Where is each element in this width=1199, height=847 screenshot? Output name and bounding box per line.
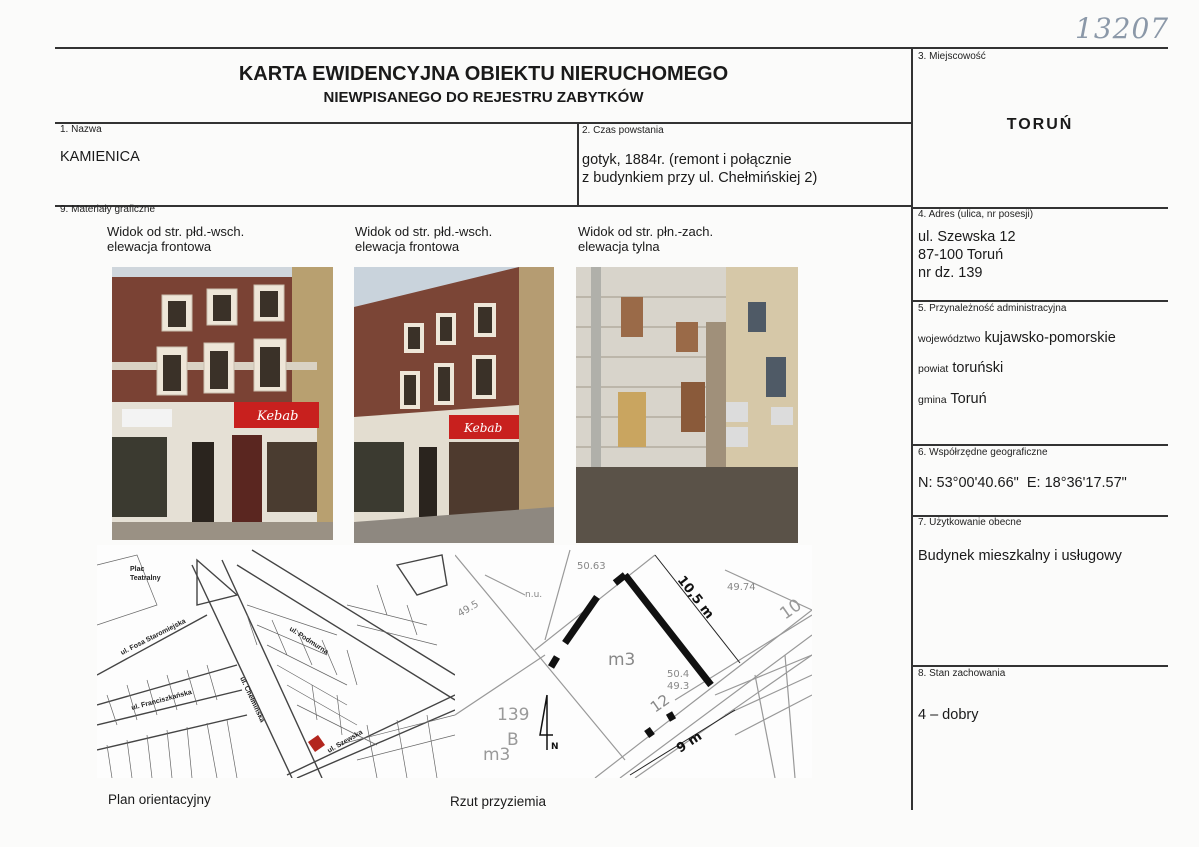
field-label-miejscowosc: 3. Miejscowość: [918, 51, 986, 62]
caption-line: Widok od str. płd.-wsch.: [107, 224, 245, 239]
caption-line: Widok od str. płn.-zach.: [578, 224, 714, 239]
cadastral-map-drawing: [97, 545, 455, 778]
facade-drawing: [354, 267, 554, 543]
field-label-uzytkowanie: 7. Użytkowanie obecne: [918, 517, 1022, 528]
field-value-czas-line1: gotyk, 1884r. (remont i połącznie: [582, 152, 792, 168]
caption-line: elewacja tylna: [578, 239, 660, 254]
field-value-stan: 4 – dobry: [918, 707, 979, 723]
photo-caption-3: [578, 224, 713, 254]
facade-drawing: [112, 267, 333, 540]
field-label-wspolrzedne: 6. Współrzędne geograficzne: [918, 447, 1048, 458]
caption-line: elewacja frontowa: [355, 239, 460, 254]
wojewodztwo-prefix: województwo: [918, 333, 981, 345]
elevation-label: 49.74: [727, 582, 756, 593]
field-label-materialy: 9. Materiały graficzne: [60, 204, 156, 215]
page-title: KARTA EWIDENCYJNA OBIEKTU NIERUCHOMEGO: [238, 63, 729, 85]
divider: [911, 47, 913, 810]
parcel-suffix: B: [507, 730, 519, 750]
field-label-nazwa: 1. Nazwa: [60, 124, 102, 135]
dimension-label: 10,5 m: [673, 573, 717, 622]
property-highlight: [308, 735, 325, 752]
field-value-uzytkowanie: Budynek mieszkalny i usługowy: [918, 548, 1122, 564]
facade-drawing: [576, 267, 798, 543]
map-label: ul. Szewska: [326, 729, 365, 755]
page-subtitle: NIEWPISANEGO DO REJESTRU ZABYTKÓW: [323, 89, 644, 106]
photo-caption-2: [355, 224, 492, 254]
map-label: Plac: [130, 566, 145, 573]
wojewodztwo-value: kujawsko-pomorskie: [984, 330, 1116, 346]
elevation-label: 49.3: [667, 681, 690, 692]
building-number: 12: [646, 690, 673, 717]
divider: [912, 665, 1168, 667]
map-label: ul. Fosa Staromiejska: [119, 617, 188, 657]
divider: [55, 47, 1168, 49]
floor-plan-drawing: [455, 545, 812, 778]
divider: [55, 205, 912, 207]
field-value-gmina: [918, 390, 987, 409]
map-caption-rzut: Rzut przyziemia: [450, 794, 547, 809]
field-label-adres: 4. Adres (ulica, nr posesji): [918, 209, 1034, 220]
elevation-label: 50.4: [667, 669, 690, 680]
map-label: ul. Chełmińska: [238, 675, 266, 724]
caption-line: Widok od str. płd.-wsch.: [355, 224, 493, 239]
field-label-stan: 8. Stan zachowania: [918, 668, 1006, 679]
photo-caption-1: [107, 224, 244, 254]
caption-line: elewacja frontowa: [107, 239, 212, 254]
divider: [912, 444, 1168, 446]
building-number: 10: [776, 595, 806, 625]
map-label: n.u.: [525, 590, 543, 600]
map-label: ul. Franciszkańska: [130, 689, 193, 712]
divider: [577, 122, 579, 205]
field-label-przynaleznosc: 5. Przynależność administracyjna: [918, 303, 1067, 314]
elevation-label: 49.5: [456, 598, 481, 620]
sign-text: Kebab: [257, 409, 299, 424]
field-value-czas-line2: z budynkiem przy ul. Chełmińskiej 2): [582, 170, 818, 186]
photo-front-facade-2: [354, 267, 554, 543]
field-value-powiat: [918, 359, 1003, 378]
field-value-adres-line2: 87-100 Toruń: [918, 247, 1004, 263]
field-value-adres-line3: nr dz. 139: [918, 265, 983, 281]
field-value-wspolrzedne: N: 53°00'40.66" E: 18°36'17.57": [918, 475, 1127, 491]
photo-front-facade-1: [112, 267, 333, 540]
field-value-miejscowosc: TORUŃ: [1006, 116, 1074, 133]
field-value-wojewodztwo: [918, 329, 1116, 348]
elevation-label: 50.63: [577, 561, 606, 572]
ground-floor-plan: [455, 545, 812, 778]
orientation-map: [97, 545, 455, 778]
north-label: N: [551, 742, 559, 752]
handwritten-archive-number: 13207: [1075, 12, 1170, 45]
field-value-adres-line1: ul. Szewska 12: [918, 229, 1016, 245]
map-label: ul. Podmurna: [287, 625, 330, 657]
sign-text: Kebab: [464, 421, 503, 435]
field-value-nazwa: KAMIENICA: [60, 149, 140, 165]
powiat-value: toruński: [952, 360, 1004, 376]
divider: [55, 122, 912, 124]
map-caption-plan: Plan orientacyjny: [108, 792, 211, 807]
dimension-label: 9 m: [674, 729, 705, 757]
room-label: m3: [483, 745, 511, 765]
map-label: Teatralny: [130, 575, 161, 582]
gmina-value: Toruń: [950, 391, 987, 407]
room-label: m3: [608, 650, 636, 670]
parcel-number: 139: [497, 705, 530, 725]
divider: [912, 300, 1168, 302]
photo-rear-facade: [576, 267, 798, 543]
field-label-czas: 2. Czas powstania: [582, 125, 664, 136]
powiat-prefix: powiat: [918, 363, 949, 375]
gmina-prefix: gmina: [918, 394, 947, 406]
